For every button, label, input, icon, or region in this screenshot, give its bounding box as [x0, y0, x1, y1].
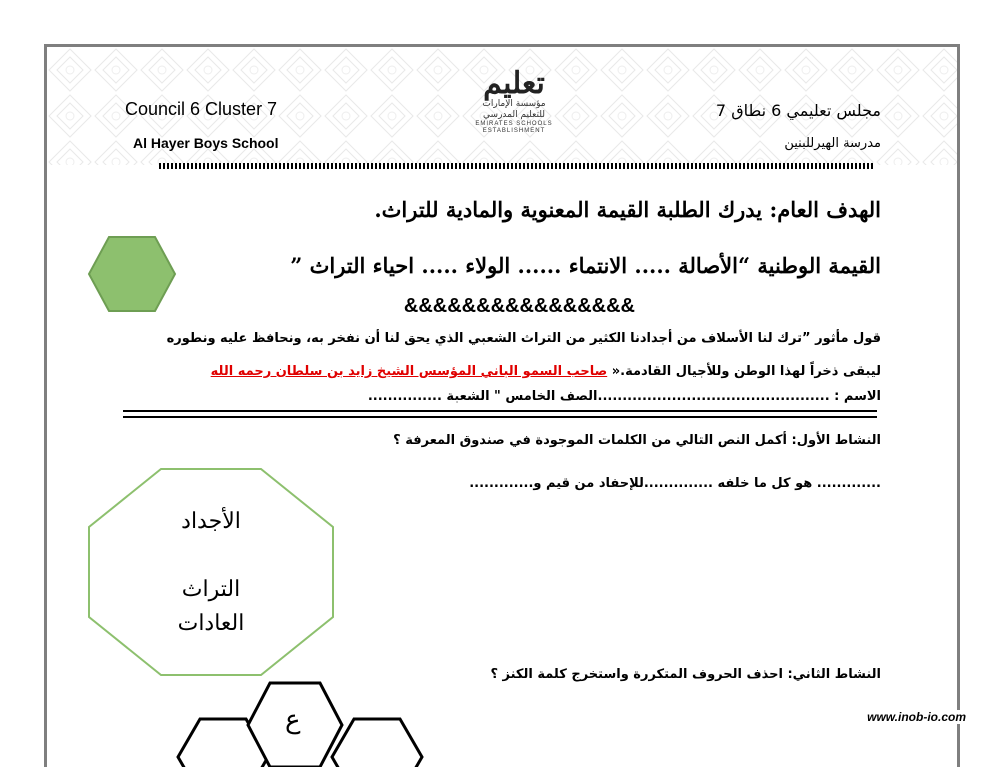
logo-subtitle-en: EMIRATES SCHOOLS ESTABLISHMENT: [475, 121, 553, 134]
section-rule-bottom: [123, 416, 877, 418]
header-dotted-rule: [159, 163, 875, 169]
school-name-en: Al Hayer Boys School: [133, 135, 279, 151]
quote-attribution: صاحب السمو الباني المؤسس الشيخ زايد بن سلطان رحمه الله: [210, 364, 608, 379]
logo-subtitle-ar: مؤسسة الإمارات للتعليم المدرسي: [482, 99, 546, 120]
knowledge-word-2: التراث: [181, 577, 241, 602]
quote-line-1: قول مأثور ”ترك لنا الأسلاف من أجدادنا الكثير من التراث الشعبي الذي يحق لنا أن نفخر به، ونحافظ عليه ونطوره: [166, 331, 881, 346]
hexagon-letter: ع: [285, 705, 301, 735]
student-info-line: الاسم : ...............................................الصف الخامس " الشعبة ...............: [367, 389, 881, 404]
knowledge-word-1: الأجداد: [181, 509, 241, 534]
council-en: Council 6 Cluster 7: [125, 99, 278, 119]
activity-2-title: النشاط الثاني: احذف الحروف المتكررة واستخرج كلمة الكنز ؟: [490, 667, 881, 682]
quote-line-2-text: ليبقى ذخراً لهذا الوطن وللأجيال القادمة.«: [607, 364, 881, 379]
council-ar: مجلس تعليمي 6 نطاق 7: [715, 101, 881, 120]
ministry-logo: [469, 66, 559, 151]
ampersand-divider: &&&&&&&&&&&&&&&&: [403, 295, 635, 317]
treasure-hexagons: [172, 677, 492, 767]
knowledge-word-3: العادات: [177, 611, 245, 636]
activity-1-title: النشاط الأول: أكمل النص التالي من الكلمات الموجودة في صندوق المعرفة ؟: [393, 433, 881, 448]
logo-word: تعليم: [483, 66, 545, 101]
school-name-ar: مدرسة الهيرللبنين: [784, 136, 881, 151]
general-goal: الهدف العام: يدرك الطلبة القيمة المعنوية والمادية للتراث.: [374, 197, 881, 222]
quote-line-2: [211, 364, 881, 379]
national-value: القيمة الوطنية “الأصالة ..... الانتماء ...... الولاء ..... احياء التراث ”: [290, 253, 881, 278]
activity-1-fill-line: ............. هو كل ما خلفه ..............للإحفاد من قيم و.............: [469, 476, 881, 491]
worksheet-page: [44, 44, 960, 767]
knowledge-box-octagon: [87, 467, 335, 677]
green-hexagon: [87, 235, 177, 313]
section-rule-top: [123, 410, 877, 412]
website-watermark: www.inob-io.com: [861, 710, 972, 724]
